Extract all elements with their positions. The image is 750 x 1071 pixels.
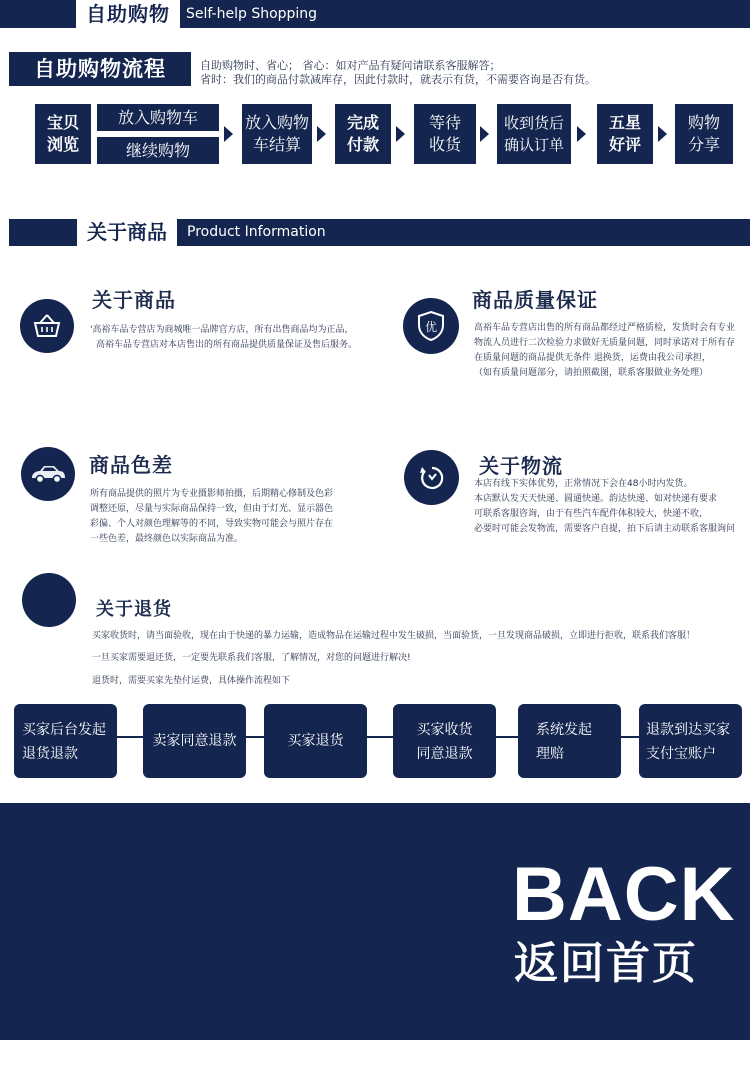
quality-text-1: 高裕车品专营店出售的所有商品都经过严格质检，发货时会有专业 bbox=[474, 323, 736, 333]
process-step-checkout bbox=[242, 104, 312, 164]
shield-icon bbox=[403, 298, 459, 354]
color-difference-text-3: 彩偏、个人对颜色理解等的不同，导致实物可能会与照片存在 bbox=[90, 519, 334, 529]
flow-connector bbox=[496, 736, 518, 738]
process-step-continue-shopping: 继续购物 bbox=[97, 137, 219, 164]
step-line: 放入购物 bbox=[244, 113, 309, 132]
return-step-line: 卖家同意退款 bbox=[152, 733, 237, 749]
step-line: 收货 bbox=[428, 135, 461, 154]
logistics-text-4: 必要时可能会发物流，需要客户自提，拍下后请主动联系客服询问 bbox=[474, 524, 736, 534]
color-difference-text-4: 一些色差，最终颜色以实际商品为准。 bbox=[90, 534, 244, 544]
color-difference-title: 商品色差 bbox=[89, 453, 173, 477]
step-line: 等待 bbox=[428, 113, 461, 132]
step-line: 好评 bbox=[608, 135, 641, 154]
return-step-claim bbox=[518, 704, 621, 778]
arrow-right-icon bbox=[658, 126, 667, 142]
step-line: 付款 bbox=[346, 135, 379, 154]
section-title: 关于商品 bbox=[77, 219, 177, 246]
process-note-line1: 自助购物时、省心； 省心：如对产品有疑问请联系客服解答； bbox=[200, 59, 501, 72]
return-step-initiate bbox=[14, 704, 117, 778]
flow-connector bbox=[117, 736, 143, 738]
car-icon bbox=[21, 447, 75, 501]
quality-text-2: 物流人员进行二次检验力求做好无质量问题，同时承诺对于所有存 bbox=[474, 338, 736, 348]
returns-text-1: 买家收货时，请当面验收，现在由于快递的暴力运输，造成物品在运输过程中发生破损，当面验货，一旦发现商品破损，立即进行拒收，联系我们客服！ bbox=[92, 631, 696, 641]
refresh-icon bbox=[404, 450, 459, 505]
arrow-right-icon bbox=[396, 126, 405, 142]
about-product-text-1: '高裕车品专营店为商城唯一品牌官方店，所有出售商品均为正品， bbox=[90, 325, 354, 335]
step-line: 购物 bbox=[687, 113, 720, 132]
step-line: 确认订单 bbox=[503, 136, 564, 154]
step-line: 收到货后 bbox=[503, 114, 564, 132]
return-step-line: 买家退货 bbox=[287, 733, 344, 749]
back-home-label[interactable]: 返回首页 bbox=[514, 938, 698, 989]
flow-connector bbox=[621, 736, 639, 738]
color-difference-text-1: 所有商品提供的照片为专业摄影师拍摄，后期精心修制及色彩 bbox=[90, 489, 334, 499]
returns-title: 关于退货 bbox=[96, 599, 172, 620]
process-step-add-cart: 放入购物车 bbox=[97, 104, 219, 131]
arrow-right-icon bbox=[224, 126, 233, 142]
about-product-title: 关于商品 bbox=[92, 288, 176, 312]
quality-text-4: （如有质量问题部分，请拍照截图，联系客服做业务处理） bbox=[474, 368, 709, 378]
flow-connector bbox=[246, 736, 264, 738]
step-line: 分享 bbox=[687, 135, 720, 154]
basket-icon bbox=[20, 299, 74, 353]
return-step-line: 理赔 bbox=[536, 746, 564, 762]
arrow-right-icon bbox=[577, 126, 586, 142]
logistics-text-3: 可联系客服咨询，由于有些汽车配件体积较大，快递不收， bbox=[474, 509, 709, 519]
step-line: 浏览 bbox=[46, 135, 79, 154]
arrow-right-icon bbox=[317, 126, 326, 142]
return-step-line: 系统发起 bbox=[536, 722, 592, 738]
header-title: 自助购物 bbox=[76, 0, 180, 28]
process-step-wait bbox=[414, 104, 476, 164]
return-step-line: 买家后台发起 bbox=[22, 722, 106, 738]
color-difference-text-2: 调整还原，尽量与实际商品保持一致，但由于灯光、显示器色 bbox=[90, 504, 334, 514]
section-subtitle: Product Information bbox=[187, 224, 326, 240]
flow-connector bbox=[367, 736, 393, 738]
arrow-right-icon bbox=[480, 126, 489, 142]
logistics-text-1: 本店有线下实体优势，正常情况下会在48小时内发货。 bbox=[474, 479, 693, 489]
logistics-text-2: 本店默认发天天快递、圆通快递。韵达快递、如对快递有要求 bbox=[474, 494, 718, 504]
back-home-link[interactable]: BACK bbox=[512, 852, 736, 937]
return-step-seller-receive bbox=[393, 704, 496, 778]
step-line: 宝贝 bbox=[46, 113, 79, 132]
returns-circle bbox=[22, 573, 76, 627]
process-step-share bbox=[675, 104, 733, 164]
process-note-line2: 省时：我们的商品付款减库存，因此付款时，就表示有货，不需要咨询是否有货。 bbox=[200, 73, 596, 86]
return-step-line: 退货退款 bbox=[22, 746, 78, 762]
header-subtitle: Self-help Shopping bbox=[186, 6, 318, 22]
return-step-seller-agree bbox=[143, 704, 246, 778]
return-step-refund bbox=[639, 704, 742, 778]
step-line: 完成 bbox=[346, 113, 379, 132]
return-step-buyer-return bbox=[264, 704, 367, 778]
logistics-title: 关于物流 bbox=[479, 454, 563, 478]
return-step-line: 退款到达买家 bbox=[646, 722, 730, 738]
quality-title: 商品质量保证 bbox=[472, 288, 598, 312]
process-step-review bbox=[597, 104, 653, 164]
return-step-line: 支付宝账户 bbox=[646, 746, 716, 762]
returns-text-2: 一旦买家需要退还货，一定要先联系我们客服，了解情况，对您的问题进行解决! bbox=[92, 653, 411, 663]
returns-text-3: 退货时，需要买家先垫付运费，具体操作流程如下 bbox=[92, 676, 291, 686]
step-line: 五星 bbox=[608, 113, 641, 132]
process-step-payment bbox=[335, 104, 391, 164]
return-step-line: 买家收货 bbox=[416, 722, 473, 738]
about-product-text-2: 高裕车品专营店对本店售出的所有商品提供质量保证及售后服务。 bbox=[96, 340, 358, 350]
quality-text-3: 在质量问题的商品提供无条件 退换货，运费由我公司承担， bbox=[474, 353, 711, 363]
process-step-browse bbox=[35, 104, 91, 164]
return-step-line: 同意退款 bbox=[416, 746, 473, 762]
quality-badge: 优 bbox=[424, 320, 438, 334]
step-line: 车结算 bbox=[252, 135, 301, 154]
process-step-confirm bbox=[497, 104, 571, 164]
process-title: 自助购物流程 bbox=[9, 52, 191, 86]
